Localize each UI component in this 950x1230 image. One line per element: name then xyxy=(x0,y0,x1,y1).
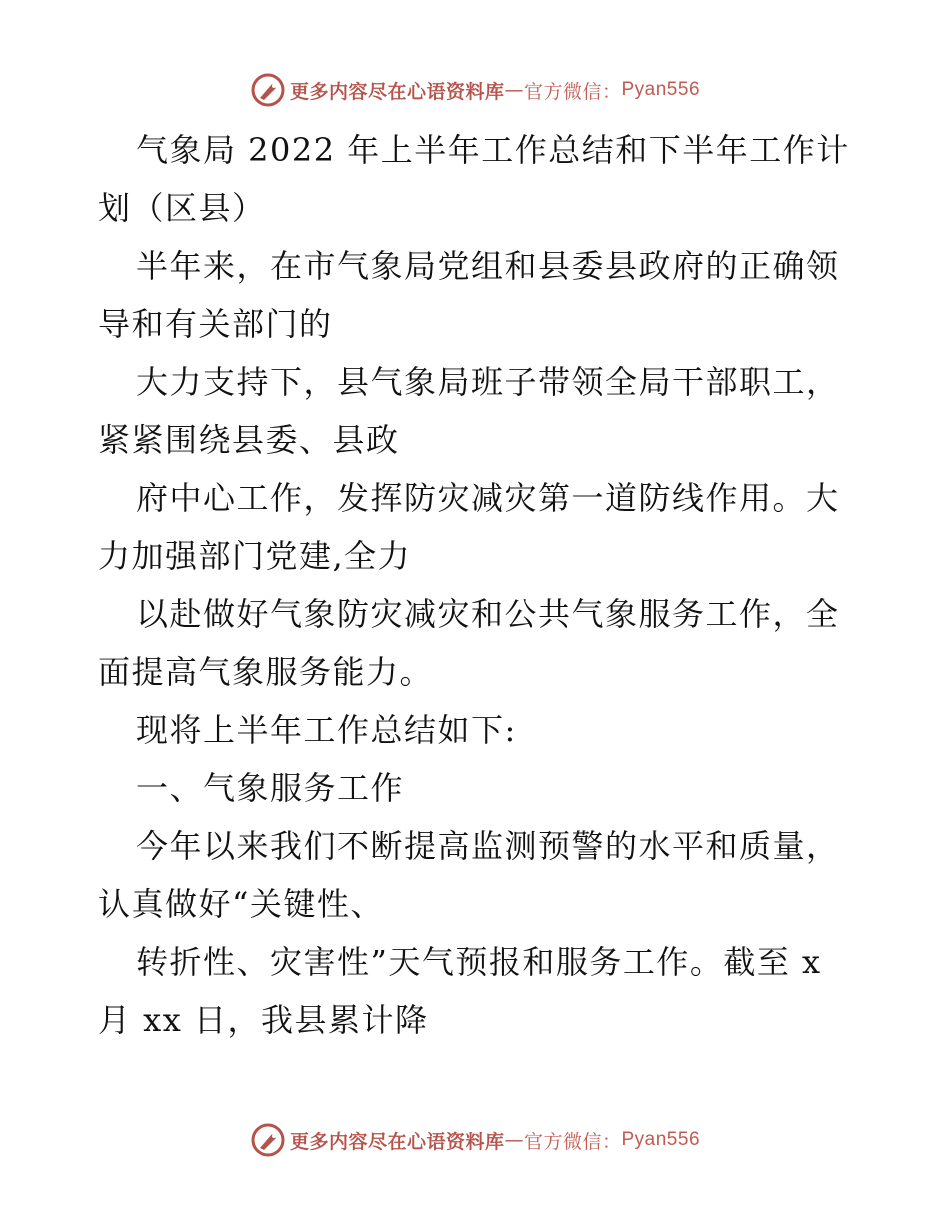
watermark-dash: — xyxy=(504,79,524,101)
watermark-wechat-label: 官方微信： xyxy=(523,1130,622,1153)
watermark-brand: 更多内容尽在心语资料库 xyxy=(289,1130,505,1153)
watermark-wechat-id: Pyan556 xyxy=(621,1129,701,1150)
paragraph-line: 现将上半年工作总结如下: xyxy=(136,711,517,749)
watermark-wechat-id: Pyan556 xyxy=(621,79,701,100)
title-line-1: 气象局 2022 年上半年工作总结和下半年工作计 xyxy=(136,131,850,169)
watermark-brand: 更多内容尽在心语资料库 xyxy=(289,80,505,103)
paragraph-line: 月 xx 日，我县累计降 xyxy=(98,1001,429,1039)
watermark-dash: — xyxy=(504,1129,524,1151)
pen-nib-logo-icon xyxy=(250,1122,286,1158)
paragraph-line: 以赴做好气象防灾减灾和公共气象服务工作，全 xyxy=(136,595,840,633)
watermark-wechat-label: 官方微信： xyxy=(523,80,622,103)
paragraph-line: 紧紧围绕县委、县政 xyxy=(98,421,400,459)
paragraph-line: 转折性、灾害性”天气预报和服务工作。截至 x xyxy=(136,943,822,981)
paragraph-line: 面提高气象服务能力。 xyxy=(98,653,434,691)
paragraph-line: 半年来，在市气象局党组和县委县政府的正确领 xyxy=(136,247,840,285)
title-line-2: 划（区县） xyxy=(98,189,266,227)
paragraph-line: 府中心工作，发挥防灾减灾第一道防线作用。大 xyxy=(136,479,840,517)
watermark-footer xyxy=(0,1122,950,1158)
paragraph-line: 力加强部门党建,全力 xyxy=(98,537,412,575)
pen-nib-logo-icon xyxy=(250,72,286,108)
paragraph-line: 大力支持下，县气象局班子带领全局干部职工， xyxy=(136,363,840,401)
paragraph-line: 今年以来我们不断提高监测预警的水平和质量， xyxy=(136,827,840,865)
section-heading: 一、气象服务工作 xyxy=(136,769,405,807)
watermark-header xyxy=(0,72,950,108)
paragraph-line: 认真做好“关键性、 xyxy=(98,885,384,923)
paragraph-line: 导和有关部门的 xyxy=(98,305,333,343)
